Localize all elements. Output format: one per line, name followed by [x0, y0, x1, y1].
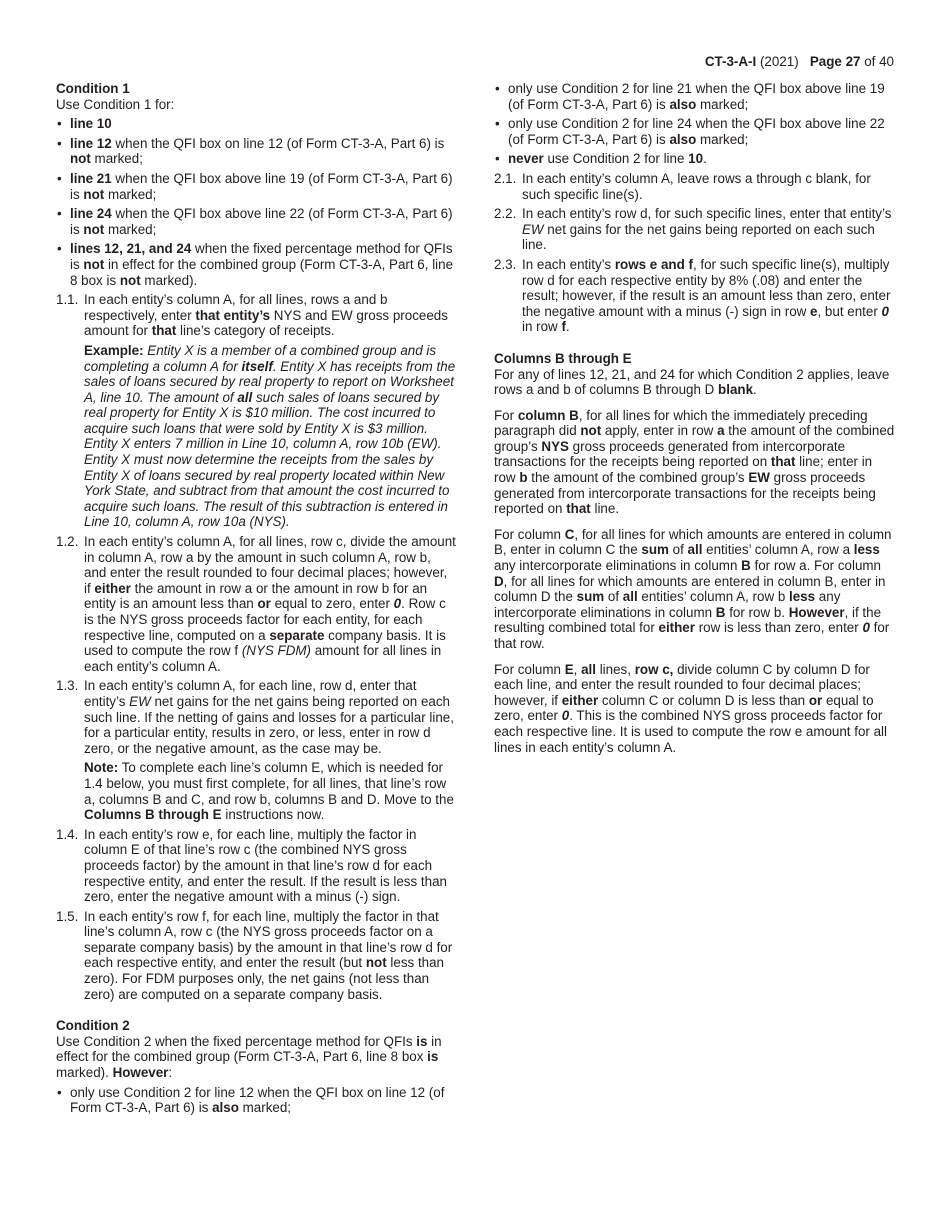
bullet-line-10: • line 10 [56, 116, 456, 132]
columns-b-e-para-4: For column E, all lines, row c, divide column C by column D for each line, and enter the result rounded to four decimal places; however, if either column C or column D is less than or equal to zero, enter 0. This is the combined NYS gross proceeds factor for each respective line. It is used to compute the row e amount for all lines in each entity’s column A. [494, 661, 887, 755]
bullet-cond2-line-12: • only use Condition 2 for line 12 when the QFI box on line 12 (of Form CT-3-A, Part 6) is also marked; [56, 1085, 456, 1116]
bullet-cond2-line-21: • only use Condition 2 for line 21 when the QFI box above line 19 (of Form CT-3-A, Part 6) is also marked; [494, 81, 896, 112]
condition-1-heading: Condition 1 [56, 81, 130, 96]
form-number: CT-3-A-I [704, 54, 757, 69]
step-2-1: 2.1. In each entity’s column A, leave rows a through c blank, for such specific line(s). [494, 170, 871, 202]
condition-2-intro: Use Condition 2 when the fixed percentage method for QFIs is in effect for the combined group (Form CT-3-A, Part 6, line 8 box is marked). However: [56, 1033, 442, 1081]
columns-b-e-para-1: For any of lines 12, 21, and 24 for which Condition 2 applies, leave rows a and b of columns B through D blank. [494, 366, 890, 398]
bullet-cond2-never: • never use Condition 2 for line 10. [494, 151, 896, 167]
page-total: of 40 [864, 54, 894, 69]
right-column [494, 81, 896, 755]
form-year: (2021) [759, 54, 799, 69]
left-column [56, 81, 456, 1116]
step-2-3: 2.3. In each entity’s rows e and f, for such specific line(s), multiply row d for each respective entity by 8% (.08) and enter the result; however, if the result is an amount less than zero, enter the negative amount with a minus (-) sign in row e, but enter 0 in row f. [494, 256, 891, 335]
bullet-lines-12-21-24: • lines 12, 21, and 24 when the fixed percentage method for QFIs is not in effect for the combined group (Form CT-3-A, Part 6, line 8 box is not marked). [56, 241, 456, 288]
page-number: Page 27 [809, 54, 861, 69]
columns-b-e-heading: Columns B through E [494, 350, 632, 366]
bullet-cond2-line-24: • only use Condition 2 for line 24 when the QFI box above line 22 (of Form CT-3-A, Part 6) is also marked; [494, 116, 896, 147]
bullet-line-24: • line 24 when the QFI box above line 22 (of Form CT-3-A, Part 6) is not marked; [56, 206, 456, 237]
step-1-5: 1.5. In each entity’s row f, for each line, multiply the factor in that line’s column A, row c (the NYS gross proceeds factor on a separate company basis) by the amount in that line’s row d for each respective entity, and enter the result (but not less than zero). For FDM purposes only, the net gains (not less than zero) are computed on a separate company basis. [56, 908, 453, 1002]
columns-b-e-para-2: For column B, for all lines for which the immediately preceding paragraph did not apply, enter in row a the amount of the combined group’s NYS gross proceeds generated from intercorporate transactions for the receipts being reported on that line; enter in row b the amount of the combined group’s EW gross proceeds generated from intercorporate transactions for the receipts being reported on that line. [494, 407, 895, 517]
step-2-2: 2.2. In each entity’s row d, for such specific lines, enter that entity’s EW net gains for the net gains being reported on each such line. [494, 206, 892, 253]
step-1-3: 1.3. In each entity’s column A, for each line, row d, enter that entity’s EW net gains for the net gains being reported on each such line. If the netting of gains and losses for a particular line, for a particular entity, results in zero, or less, enter in row d zero, or the negative amount, as the case may be. [56, 678, 454, 756]
bullet-line-12: • line 12 when the QFI box on line 12 (of Form CT-3-A, Part 6) is not marked; [56, 136, 456, 167]
bullet-line-21: • line 21 when the QFI box above line 19 (of Form CT-3-A, Part 6) is not marked; [56, 171, 456, 202]
condition-1-intro: Use Condition 1 for: [56, 96, 175, 112]
step-1-4: 1.4. In each entity’s row e, for each line, multiply the factor in column E of that line’s row c (the combined NYS gross proceeds factor) by the amount in that line’s row d for each respective entity, and enter the result. If the result is less than zero, enter the negative amount with a minus (-) sign. [56, 826, 447, 905]
note-paragraph: Note: To complete each line’s column E, which is needed for 1.4 below, you must first complete, for all lines, that line’s row a, columns B and C, and row b, columns B and D. Move to the Columns B through E instructions now. [84, 760, 454, 823]
page-header [705, 54, 894, 70]
step-1-1: 1.1. In each entity’s column A, for all lines, rows a and b respectively, enter that entity’s NYS and EW gross proceeds amount for that line’s category of receipts. [56, 292, 448, 339]
condition-2-heading: Condition 2 [56, 1018, 130, 1034]
example-paragraph: Example: Entity X is a member of a combined group and is completing a column A for itself. Entity X has receipts from the sales of loans secured by real property to report on Worksheet A, line 10. The amount of all such sales of loans secured by real property for Entity X is $10 million. The cost incurred to acquire such loans that were sold by Entity X is $3 million. Entity X enters 7 million in Line 10, column A, row 10b (EW). Entity X must now determine the receipts from the sales by Entity X of loans secured by real property located within New York State, and subtract from that amount the cost incurred to acquire such loans. The result of this subtraction is entered in Line 10, column A, row 10a (NYS). [84, 342, 456, 530]
step-1-2: 1.2. In each entity’s column A, for all lines, row c, divide the amount in column A, row a by the amount in such column A, row b, and enter the result rounded to four decimal places; however, if either the amount in row a or the amount in row b for an entity is an amount less than or equal to zero, enter 0. Row c is the NYS gross proceeds factor for each entity, for each respective line, computed on a separate company basis. It is used to compute the row f (NYS FDM) amount for all lines in each entity’s column A. [56, 534, 456, 674]
columns-b-e-para-3: For column C, for all lines for which amounts are entered in column B, enter in column C the sum of all entities’ column A, row a less any intercorporate eliminations in column B for row a. For column D, for all lines for which amounts are entered in column B, enter in column D the sum of all entities’ column A, row b less any intercorporate eliminations in column B for row b. However, if the resulting combined total for either row is less than zero, enter 0 for that row. [494, 526, 892, 651]
